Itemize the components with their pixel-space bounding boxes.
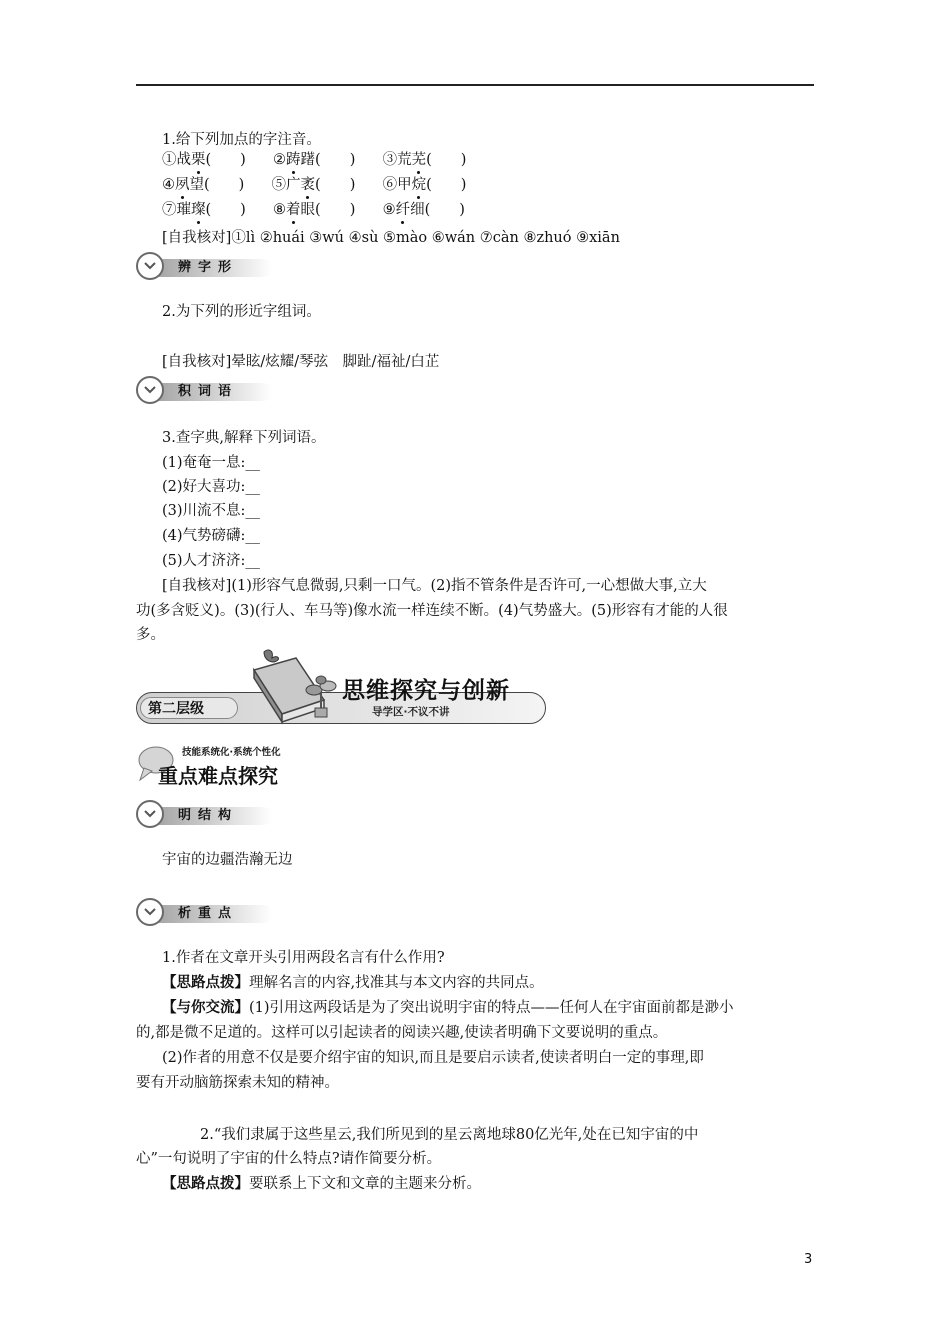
plant-icon	[304, 674, 338, 718]
q3-answer-line3: 多。	[136, 627, 165, 643]
section-label: 积词语	[178, 384, 239, 399]
q1-row2	[162, 175, 466, 195]
item-7: ⑦璀璨( )	[162, 202, 246, 218]
section-header-jiciyu	[136, 376, 278, 408]
item-4: ④夙望( )	[162, 177, 245, 193]
banner-subtitle: 导学区·不议不讲	[372, 706, 450, 718]
chevron-down-icon	[136, 800, 164, 828]
analysis-share-line4: 要有开动脑筋探索未知的精神。	[136, 1075, 339, 1091]
section-label: 明结构	[178, 808, 239, 823]
item-3: ③荒芜( )	[382, 152, 467, 168]
q2-answer: [自我核对]晕眩/炫耀/琴弦 脚趾/福祉/白芷	[162, 354, 440, 370]
structure-text: 宇宙的边疆浩瀚无边	[162, 852, 293, 868]
q1-row1	[162, 150, 466, 170]
chevron-down-icon	[136, 898, 164, 926]
q3-item-3: (3)川流不息:__	[162, 503, 260, 519]
q1-title: 1.给下列加点的字注音。	[162, 132, 321, 148]
analysis-q2-line2: 心”一句说明了宇宙的什么特点?请作简要分析。	[136, 1151, 442, 1167]
q3-item-5: (5)人才济济:__	[162, 553, 260, 569]
header-rule	[136, 84, 814, 86]
item-1: ①战栗( )	[162, 152, 246, 168]
q1-answer: [自我核对]①lì ②huái ③wú ④sù ⑤mào ⑥wán ⑦càn ⑧zhuó ⑨xiān	[162, 230, 620, 246]
q2-title: 2.为下列的形近字组词。	[162, 304, 321, 320]
section-header-mingjiegou	[136, 800, 278, 832]
q3-title: 3.查字典,解释下列词语。	[162, 430, 326, 446]
section-label: 辨字形	[178, 260, 239, 275]
level-label: 第二层级	[148, 701, 204, 717]
item-6: ⑥甲烷( )	[382, 177, 467, 193]
chevron-down-icon	[136, 376, 164, 404]
page-number: 3	[804, 1252, 813, 1267]
q3-answer-line1: [自我核对](1)形容气息微弱,只剩一口气。(2)指不管条件是否许可,一心想做大事,立大	[162, 578, 707, 594]
subheader-big: 重点难点探究	[158, 764, 278, 788]
q3-item-1: (1)奄奄一息:__	[162, 455, 260, 471]
level-banner	[136, 648, 554, 730]
chevron-down-icon	[136, 252, 164, 280]
analysis-hint2: 【思路点拨】要联系上下文和文章的主题来分析。	[162, 1175, 481, 1192]
subsection-header	[136, 740, 316, 790]
q3-item-2: (2)好大喜功:__	[162, 479, 260, 495]
analysis-share-line2: 的,都是微不足道的。这样可以引起读者的阅读兴趣,使读者明确下文要说明的重点。	[136, 1025, 668, 1041]
item-5: ⑤广袤( )	[271, 177, 356, 193]
subheader-small: 技能系统化·系统个性化	[182, 747, 281, 758]
analysis-q1: 1.作者在文章开头引用两段名言有什么作用?	[162, 950, 445, 966]
section-header-bianzixing	[136, 252, 278, 284]
banner-title: 思维探究与创新	[342, 678, 510, 704]
q3-item-4: (4)气势磅礴:__	[162, 528, 260, 544]
analysis-share-line3: (2)作者的用意不仅是要介绍宇宙的知识,而且是要启示读者,使读者明白一定的事理,即	[162, 1050, 704, 1066]
section-header-xizhongdian	[136, 898, 278, 930]
analysis-share-line1: 【与你交流】(1)引用这两段话是为了突出说明宇宙的特点——任何人在宇宙面前都是渺小	[162, 999, 734, 1016]
item-9: ⑨纤细( )	[382, 202, 465, 218]
section-label: 析重点	[178, 906, 239, 921]
q3-answer-line2: 功(多含贬义)。(3)(行人、车马等)像水流一样连续不断。(4)气势盛大。(5)形容有才能的人很	[136, 603, 728, 619]
analysis-hint1: 【思路点拨】理解名言的内容,找准其与本文内容的共同点。	[162, 974, 544, 991]
item-2: ②踌躇( )	[273, 152, 356, 168]
item-8: ⑧着眼( )	[273, 202, 356, 218]
analysis-q2-line1: 2.“我们隶属于这些星云,我们所见到的星云离地球80亿光年,处在已知宇宙的中	[200, 1127, 699, 1143]
q1-row3	[162, 200, 465, 220]
